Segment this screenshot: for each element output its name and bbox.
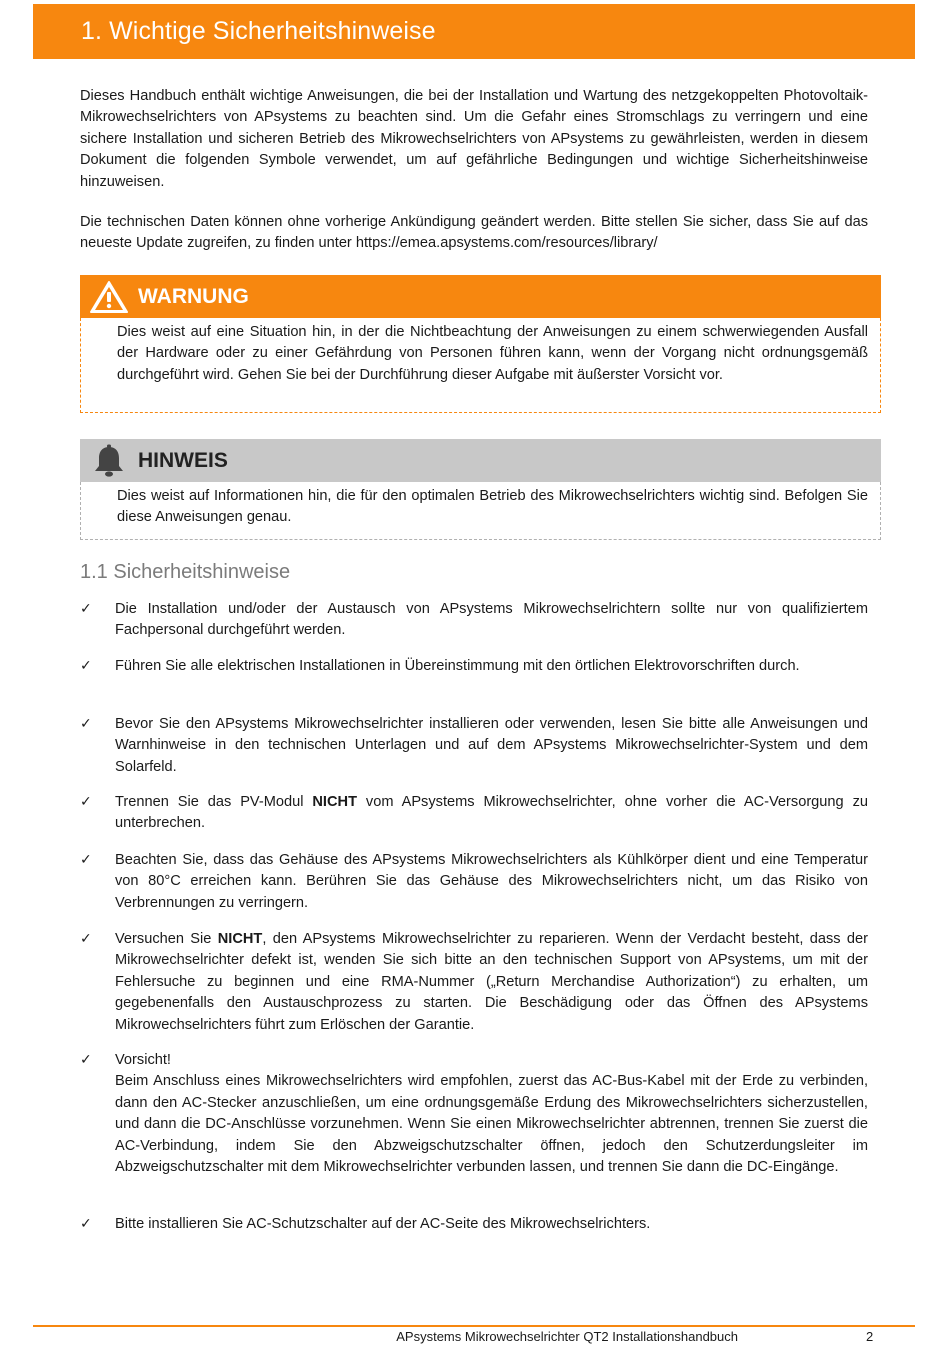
list-item <box>80 792 868 835</box>
warning-body <box>80 318 881 413</box>
list-item-text: Beim Anschluss eines Mikrowechselrichters wird empfohlen, zuerst das AC-Bus-Kabel mit der Erde zu verbinden, dann den AC-Stecker anzuschließen, um eine ordnungsgemäße Erdung des Mikrowechselrichters sicherzustellen, und dann die DC-Anschlüsse vorzunehmen. Wenn Sie einen Mikrowechselrichter abtrennen, trennen Sie zuerst die AC-Verbindung, indem Sie den Abzweigschutzschalter öffnen, jedoch den Schutzerdungsleiter im Abzweigschutzschalter mit dem Mikrowechselrichter verbunden lassen, und trennen Sie dann die DC-Eingänge. <box>115 1073 868 1176</box>
warning-text: Dies weist auf eine Situation hin, in der die Nichtbeachtung der Anweisungen zu einem schwerwiegenden Ausfall der Hardware oder zu einer Gefährdung von Personen führen kann, wenn der Vorgang nicht ordnungsgemäß durchgeführt wird. Gehen Sie bei der Durchführung dieser Aufgabe mit äußerster Vorsicht vor. <box>117 324 868 383</box>
footer-title: APsystems Mikrowechselrichter QT2 Installationshandbuch <box>396 1329 738 1344</box>
list-item <box>80 599 868 642</box>
list-item-text <box>115 792 868 835</box>
list-item-emphasis: NICHT <box>217 931 263 947</box>
section-title: 1.1 Sicherheitshinweise <box>80 561 291 583</box>
title-bar <box>33 4 915 59</box>
check-icon: ✓ <box>80 931 92 947</box>
check-icon: ✓ <box>80 1052 92 1068</box>
list-item-text-end: , den APsystems Mikrowechselrichter zu reparieren. Wenn der Verdacht besteht, dass der Mikrowechselrichter defekt ist, wenden Sie sich bitte an den technischen Support von APsystems, um mit der Fehlersuche zu beginnen und eine RMA-Nummer („Return Merchandise Authorization“) zu erhalten, um gegebenenfalls den Austauschprozess zu starten. Die Beschädigung oder das Öffnen des APsystems Mikrowechselrichters führt zum Erlöschen der Garantie. <box>115 931 869 1033</box>
list-item <box>80 1050 868 1178</box>
list-item-text-start: Versuchen Sie <box>115 931 218 947</box>
intro-paragraph: Dieses Handbuch enthält wichtige Anweisungen, die bei der Installation und Wartung des netzgekoppelten Photovoltaik-Mikrowechselrichters von APsystems zu beachten sind. Um die Gefahr eines Stromschlags zu verringern und eine sichere Installation und sicheren Betrieb des Mikrowechselrichters von APsystems zu gewährleisten, werden in diesem Dokument die folgenden Symbole verwendet, um auf gefährliche Bedingungen und wichtige Sicherheitshinweise hinzuweisen. <box>80 88 868 190</box>
footer-divider <box>33 1325 915 1327</box>
note-label: HINWEIS <box>138 448 228 472</box>
list-item-text: Führen Sie alle elektrischen Installationen in Übereinstimmung mit den örtlichen Elektrovorschriften durch. <box>115 658 800 674</box>
list-item <box>80 929 868 1036</box>
list-item-text: Bitte installieren Sie AC-Schutzschalter auf der AC-Seite des Mikrowechselrichters. <box>115 1216 651 1232</box>
list-item-text <box>115 929 868 1036</box>
check-icon: ✓ <box>80 716 92 732</box>
list-item-text: Beachten Sie, dass das Gehäuse des APsystems Mikrowechselrichters als Kühlkörper dient und eine Temperatur von 80°C erreichen kann. Berühren Sie das Gehäuse des Mikrowechselrichters nicht, um das Risiko von Verbrennungen zu verringern. <box>115 852 868 911</box>
list-item <box>80 656 868 677</box>
warning-label: WARNUNG <box>138 284 249 308</box>
list-item-emphasis: NICHT <box>312 794 357 810</box>
check-icon: ✓ <box>80 1216 92 1232</box>
check-icon: ✓ <box>80 658 92 674</box>
check-icon: ✓ <box>80 601 92 617</box>
note-text: Dies weist auf Informationen hin, die für den optimalen Betrieb des Mikrowechselrichters wichtig sind. Befolgen Sie diese Anweisungen genau. <box>117 488 868 526</box>
check-icon: ✓ <box>80 852 92 868</box>
warning-header <box>80 275 881 318</box>
list-item <box>80 850 868 914</box>
intro-paragraph-update: Die technischen Daten können ohne vorherige Ankündigung geändert werden. Bitte stellen Sie sicher, dass Sie auf das neueste Update zugreifen, zu finden unter https://emea.apsystems.com/resources/library/ <box>80 214 868 252</box>
list-item-heading: Vorsicht! <box>115 1052 171 1068</box>
list-item-text-end: vom APsystems Mikrowechselrichter, ohne vorher die AC-Versorgung zu unterbrechen. <box>115 794 868 832</box>
list-item <box>80 714 868 778</box>
check-icon: ✓ <box>80 794 92 810</box>
warning-triangle-icon <box>88 279 130 315</box>
list-item-text: Die Installation und/oder der Austausch von APsystems Mikrowechselrichtern sollte nur von qualifiziertem Fachpersonal durchgeführt werden. <box>115 601 868 639</box>
list-item-text: Bevor Sie den APsystems Mikrowechselrichter installieren oder verwenden, lesen Sie bitte alle Anweisungen und Warnhinweise in den technischen Unterlagen und auf dem APsystems Mikrowechselrichter-System und dem Solarfeld. <box>115 716 868 775</box>
note-body <box>80 482 881 540</box>
list-item-text-start: Trennen Sie das PV-Modul <box>115 794 313 810</box>
list-item <box>80 1214 868 1235</box>
bell-icon <box>88 443 130 479</box>
page-number: 2 <box>866 1329 874 1344</box>
page-title: 1. Wichtige Sicherheitshinweise <box>81 17 436 45</box>
note-header <box>80 439 881 482</box>
